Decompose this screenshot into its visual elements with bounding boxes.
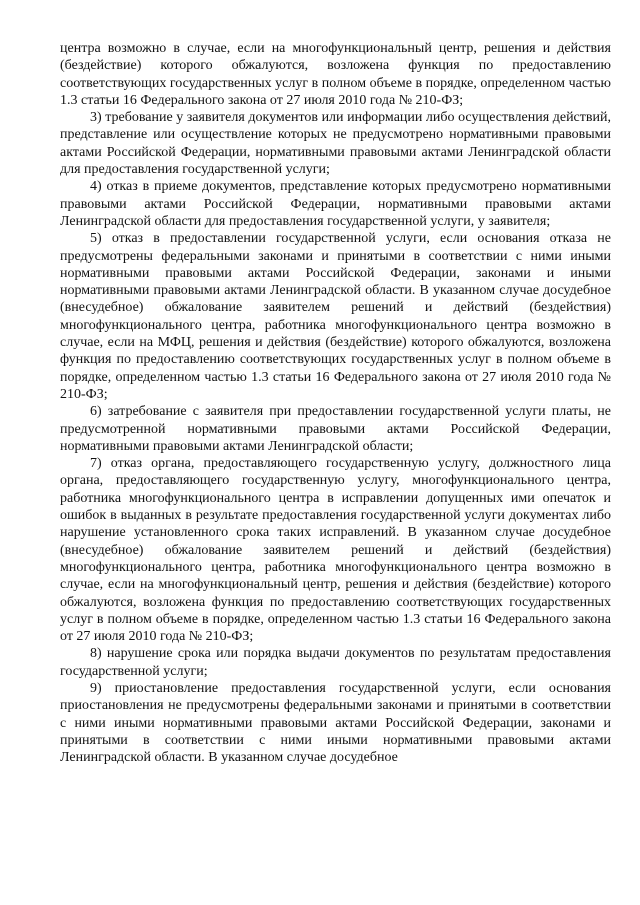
- paragraph-item-8: 8) нарушение срока или порядка выдачи документов по результатам предоставления государственной услуги;: [60, 646, 611, 679]
- paragraph-item-5: 5) отказ в предоставлении государственной услуги, если основания отказа не предусмотрены федеральными законами и принятыми в соответствии с ними иными нормативными правовыми актами Российской Федерации, законами и иными нормативными правовыми актами Ленинградской области. В указанном случае досудебное (внесудебное) обжалование заявителем решений и действий (бездействия) многофункционального центра, работника многофункционального центра возможно в случае, если на МФЦ, решения и действия (бездействие) которого обжалуются, возложена функция по предоставлению соответствующих государственных услуг в полном объеме в порядке, определенном частью 1.3 статьи 16 Федерального закона от 27 июля 2010 года № 210-ФЗ;: [60, 231, 611, 402]
- paragraph-item-9: 9) приостановление предоставления государственной услуги, если основания приостановления не предусмотрены федеральными законами и принятыми в соответствии с ними иными нормативными правовыми актами Российской Федерации, законами и принятыми в соответствии с ними иными нормативными правовыми актами Ленинградской области. В указанном случае досудебное: [60, 680, 611, 766]
- paragraph-item-6: 6) затребование с заявителя при предоставлении государственной услуги платы, не предусмотренной нормативными правовыми актами Российской Федерации, нормативными правовыми актами Ленинградской области;: [60, 404, 611, 454]
- paragraph-continuation: центра возможно в случае, если на многофункциональный центр, решения и действия (бездействие) которого обжалуются, возложена функция по предоставлению соответствующих государственных услуг в полном объеме в порядке, определенном частью 1.3 статьи 16 Федерального закона от 27 июля 2010 года № 210-ФЗ;: [60, 41, 611, 108]
- paragraph-item-3: 3) требование у заявителя документов или информации либо осуществления действий, представление или осуществление которых не предусмотрено нормативными правовыми актами Российской Федерации, нормативными правовыми актами Ленинградской области для предоставления государственной услуги;: [60, 110, 611, 178]
- document-page: [60, 40, 611, 766]
- paragraph-item-4: 4) отказ в приеме документов, представление которых предусмотрено нормативными правовыми актами Российской Федерации, нормативными правовыми актами Ленинградской области для предоставления государственной услуги, у заявителя;: [60, 179, 611, 229]
- paragraph-item-7: 7) отказ органа, предоставляющего государственную услугу, должностного лица органа, предоставляющего государственную услугу, многофункционального центра, работника многофункционального центра в исправлении допущенных ими опечаток и ошибок в выданных в результате предоставления государственной услуги документах либо нарушение установленного срока таких исправлений. В указанном случае досудебное (внесудебное) обжалование заявителем решений и действий (бездействия) многофункционального центра, работника многофункционального центра возможно в случае, если на многофункциональный центр, решения и действия (бездействие) которого обжалуются, возложена функция по предоставлению соответствующих государственных услуг в полном объеме в порядке, определенном частью 1.3 статьи 16 Федерального закона от 27 июля 2010 года № 210-ФЗ;: [60, 456, 611, 645]
